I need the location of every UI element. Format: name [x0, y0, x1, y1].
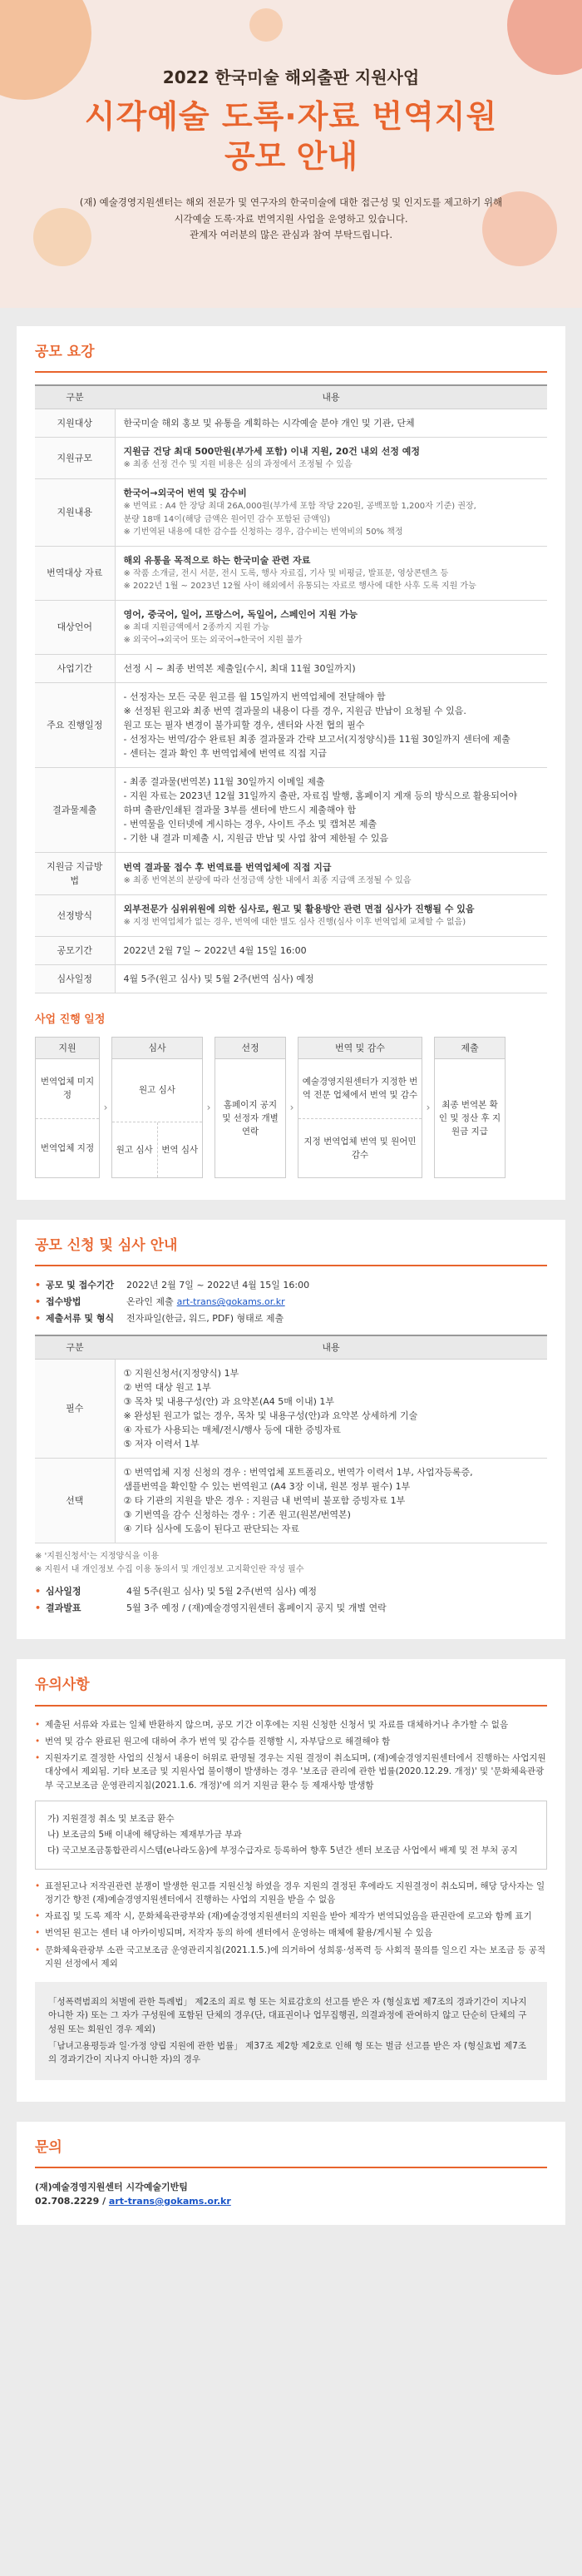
info-key: • 결과발표	[35, 1601, 126, 1615]
row-line: ③ 기번역을 감수 신청하는 경우 : 기존 원고(원본/번역본)	[123, 1508, 351, 1520]
row-content	[115, 546, 547, 600]
legal-clause: 「성폭력범죄의 처벌에 관한 특례법」 제2조의 죄로 형 또는 치료감호의 선고를 받은 자 (형실효법 제7조의 경과기간이 지나지 아니한 자) 또는 그 자가 구성원에 포함된 단체의 경우(단, 대표권이나 업무집행권, 의결과정에 관여하지 않고 단순히 단체의 구성원 또는 회원인 경우 제외)	[48, 1997, 527, 2034]
section-title: 공모 요강	[35, 341, 547, 373]
apply-section	[17, 1220, 565, 1639]
row-line: ④ 자료가 사용되는 매체/전시/행사 등에 대한 증빙자료	[123, 1424, 341, 1435]
row-content	[115, 767, 547, 852]
row-content	[115, 964, 547, 993]
stage-header: 번역 및 감수	[298, 1038, 422, 1059]
note: ※ 지원서 내 개인정보 수집 이용 동의서 및 개인정보 고지확인란 작성 필수	[35, 1564, 304, 1574]
chevron-right-icon: ›	[206, 1101, 211, 1113]
stage-cell: 원고 심사	[139, 1085, 175, 1096]
info-value: 온라인 제출	[126, 1296, 174, 1308]
row-label: 선정방식	[35, 895, 115, 937]
row-label: 대상언어	[35, 600, 115, 654]
hero-subtitle: 2022 한국미술 해외출판 지원사업	[162, 67, 420, 87]
table-row	[35, 1458, 547, 1543]
documents-table-body	[35, 1359, 547, 1543]
info-key: • 접수방법	[35, 1295, 126, 1309]
stage-cell: 지정 번역업체 번역 및 원어민 감수	[298, 1118, 422, 1177]
stage-header: 제출	[435, 1038, 505, 1059]
stage-cell: 번역업체 지정	[36, 1118, 99, 1177]
flow-title: 사업 진행 일정	[35, 1013, 106, 1026]
summary-table	[35, 384, 547, 993]
table-header: 구분	[35, 1335, 115, 1360]
row-line: 한국어→외국어 번역 및 감수비	[123, 487, 247, 498]
list-item: • 표절된고나 저작권관련 분쟁이 발생한 원고를 지원신청 하였을 경우 지원의 결정된 후에라도 지원결정이 취소되며, 해당 당사자는 일정기간 향전 (재)예술경영지원센터에서 진행하는 사업의 지원을 받을 수 없음	[35, 1880, 547, 1907]
stage-cell: 홈페이지 공지 및 선정자 개별 연락	[222, 1099, 279, 1137]
row-label: 주요 진행일정	[35, 682, 115, 767]
process-flow	[35, 1037, 547, 1178]
row-line: ③ 목차 및 내용구성(안) 과 요약본(A4 5매 이내) 1부	[123, 1395, 335, 1407]
row-note: 분량 18매 14이(해당 금액은 원어민 감수 포함된 금액임)	[123, 514, 331, 524]
stage-header: 지원	[36, 1038, 99, 1059]
email-link[interactable]: art-trans@gokams.or.kr	[176, 1296, 285, 1308]
sanction-item: 나) 보조금의 5배 이내에 해당하는 제재부가금 부과	[47, 1830, 242, 1840]
chevron-right-icon: ›	[103, 1101, 108, 1113]
row-label: 심사일정	[35, 964, 115, 993]
table-row	[35, 409, 547, 438]
intro-line: 관계자 여러분의 많은 관심과 참여 부탁드립니다.	[189, 229, 393, 241]
intro-line: (재) 예술경영지원센터는 해외 전문가 및 연구자의 한국미술에 대한 접근성 및 인지도를 제고하기 위해	[79, 196, 503, 208]
table-row	[35, 682, 547, 767]
stage-review	[111, 1037, 203, 1178]
row-content	[115, 853, 547, 895]
stage-cell: 최종 번역본 확인 및 정산 후 지원금 지급	[438, 1099, 501, 1137]
row-line: ② 타 기관의 지원을 받은 경우 : 지원금 내 번역비 불포함 증빙자료 1부	[123, 1494, 406, 1506]
row-line: - 센터는 결과 확인 후 번역업체에 번역료 직접 지급	[123, 747, 327, 759]
table-row	[35, 438, 547, 479]
row-line: ① 번역업체 지정 신청의 경우 : 번역업체 포트폴리오, 번역가 이력서 1부, 사업자등록증,	[123, 1466, 473, 1478]
row-note: ※ 기번역된 내용에 대한 감수를 신청하는 경우, 감수비는 번역비의 50% 책정	[123, 528, 403, 537]
note: ※ '지원신청서'는 지정양식을 이용	[35, 1552, 159, 1562]
row-content	[115, 1458, 547, 1543]
info-key: • 제출서류 및 형식	[35, 1311, 126, 1325]
row-content	[115, 600, 547, 654]
contact-section	[17, 2122, 565, 2225]
cautions-section	[17, 1659, 565, 2101]
row-line: 한국미술 해외 홍보 및 유통을 계획하는 시각예술 분야 개인 및 기관, 단체	[123, 418, 415, 429]
row-content	[115, 682, 547, 767]
contact-email-link[interactable]: art-trans@gokams.or.kr	[108, 2195, 231, 2207]
table-header: 내용	[115, 385, 547, 409]
summary-section	[17, 326, 565, 1200]
table-row	[35, 600, 547, 654]
contact-phone: 02.708.2229 /	[35, 2195, 109, 2207]
list-item: • 지원자기로 결정한 사업의 신청서 내용이 허위로 판명될 경우는 지원 결정이 취소되며, (재)예술경영지원센터에서 진행하는 사업지원 대상에서 제외됨. 기타 보조금 및 지원사업 불이행이 발생하는 경우 '보조금 관리에 관한 법률(2020.12.29. 개정)' 및 '문화체육관광부 국고보조금 운영관리지침(2021.1.6. 개정)'에 의거 지원금 환수 등 제재사항 발생함	[35, 1751, 547, 1792]
row-content	[115, 409, 547, 438]
row-line: ※ 완성된 원고가 없는 경우, 목차 및 내용구성(안)과 요약본 상세하게 기술	[123, 1409, 418, 1421]
table-header: 구분	[35, 385, 115, 409]
contact-org: (재)예술경영지원센터 시각예술기반팀	[35, 2181, 188, 2192]
stage-cell: 예술경영지원센터가 지정한 번역 전문 업체에서 번역 및 감수	[302, 1077, 418, 1101]
table-row	[35, 1359, 547, 1458]
cautions-list	[35, 1718, 547, 1792]
hero-banner	[0, 0, 582, 308]
row-content	[115, 478, 547, 546]
chevron-right-icon: ›	[289, 1101, 294, 1113]
row-content	[115, 1359, 547, 1458]
documents-notes	[35, 1550, 547, 1576]
info-key: • 공모 및 접수기간	[35, 1278, 126, 1292]
hero-title-2: 공모 안내	[224, 137, 358, 175]
table-row	[35, 478, 547, 546]
table-row	[35, 895, 547, 937]
table-row	[35, 546, 547, 600]
table-row	[35, 964, 547, 993]
row-content	[115, 936, 547, 964]
intro-line: 시각예술 도록·자료 번역지원 사업을 운영하고 있습니다.	[174, 212, 408, 225]
stage-support	[35, 1037, 100, 1178]
row-line: - 선정자는 모든 국문 원고를 월 15일까지 번역업체에 전달해야 함	[123, 691, 386, 702]
row-content	[115, 654, 547, 682]
row-note: ※ 외국어→외국어 또는 외국어→한국어 지원 불가	[123, 636, 303, 646]
row-line: - 번역물을 인터넷에 게시하는 경우, 사이트 주소 및 캡쳐본 제출	[123, 819, 377, 830]
stage-header: 선정	[215, 1038, 285, 1059]
row-line: ※ 선정된 원고와 최종 번역 결과물의 내용이 다를 경우, 지원금 반납이 요청될 수 있음.	[123, 705, 466, 716]
stage-cell: 원고 심사	[116, 1144, 153, 1155]
row-line: 외부전문가 심위위원에 의한 심사로, 원고 및 활용방안 관련 면접 심사가 진행될 수 있음	[123, 904, 475, 915]
row-note: ※ 지정 번역업체가 없는 경우, 번역에 대한 별도 심사 진행(심사 이후 번역업체 교체할 수 없음)	[123, 918, 466, 928]
row-line: 샘플번역을 확인할 수 있는 번역원고 (A4 3장 이내, 원본 정부 필수) 1부	[123, 1480, 411, 1492]
row-note: ※ 최종 선정 건수 및 지원 비용은 심의 과정에서 조정될 수 있음	[123, 460, 353, 470]
stage-submit	[434, 1037, 506, 1178]
row-line: - 기한 내 결과 미제출 시, 지원금 반납 및 사업 참여 제한될 수 있음	[123, 833, 389, 845]
apply-info	[35, 1278, 547, 1325]
sanction-item: 가) 지원결정 취소 및 보조금 환수	[47, 1813, 175, 1824]
info-value: 4월 5주(원고 심사) 및 5월 2주(번역 심사) 예정	[126, 1586, 318, 1598]
row-line: 번역 결과물 접수 후 번역료를 번역업체에 직접 지급	[123, 861, 332, 873]
row-content	[115, 895, 547, 937]
row-line: 지원금 건당 최대 500만원(부가세 포함) 이내 지원, 20건 내외 선정 예정	[123, 446, 420, 458]
stage-header: 심사	[112, 1038, 202, 1059]
result-info	[35, 1584, 547, 1615]
row-line: 원고 또는 필자 변경이 불가피할 경우, 센터와 사전 협의 필수	[123, 719, 365, 731]
row-label: 사업기간	[35, 654, 115, 682]
row-line: 선정 시 ~ 최종 번역본 제출일(수시, 최대 11월 30일까지)	[123, 662, 356, 674]
row-note: ※ 최대 지원금액에서 2종까지 지원 가능	[123, 622, 270, 632]
chevron-right-icon: ›	[426, 1101, 431, 1113]
row-label: 필수	[35, 1359, 115, 1458]
table-row	[35, 767, 547, 852]
row-line: ② 번역 대상 원고 1부	[123, 1381, 211, 1393]
row-label: 번역대상 자료	[35, 546, 115, 600]
list-item: • 자료집 및 도록 제작 시, 문화체육관광부와 (재)예술경영지원센터의 지원을 받아 제작가 번역되었음을 판권란에 로고와 함께 표기	[35, 1910, 547, 1923]
section-title: 공모 신청 및 심사 안내	[35, 1235, 547, 1266]
list-item: • 번역된 원고는 센터 내 아카이빙되며, 저작자 동의 하에 센터에서 운영하는 매체에 활용/게시될 수 있음	[35, 1926, 547, 1939]
sanctions-box	[35, 1801, 547, 1870]
hero-intro	[0, 195, 582, 244]
summary-table-body	[35, 409, 547, 993]
info-key: • 심사일정	[35, 1584, 126, 1598]
row-line: 4월 5주(원고 심사) 및 5월 2주(번역 심사) 예정	[123, 973, 314, 984]
list-item: • 문화체육관광부 소관 국고보조금 운영관리지침(2021.1.5.)에 의거하여 성희롱·성폭력 등 사회적 물의를 일으킨 자는 보조금 등 공적 지원 선정에서 제외	[35, 1944, 547, 1971]
info-value: 5월 3주 예정 / (재)예술경영지원센터 홈페이지 공지 및 개별 연락	[126, 1603, 387, 1614]
row-line: - 선정자는 번역/감수 완료된 최종 결과물과 간략 보고서(지정양식)를 11월 30일까지 센터에 제출	[123, 733, 510, 745]
table-header: 내용	[115, 1335, 547, 1360]
stage-translate	[298, 1037, 422, 1178]
row-label: 지원대상	[35, 409, 115, 438]
row-label: 결과물제출	[35, 767, 115, 852]
row-line: 영어, 중국어, 일어, 프랑스어, 독일어, 스페인어 지원 가능	[123, 608, 358, 620]
row-line: 2022년 2월 7일 ~ 2022년 4월 15일 16:00	[123, 944, 307, 956]
row-label: 지원규모	[35, 438, 115, 479]
legal-clause: 「남녀고용평등과 일·가정 양립 지원에 관한 법률」 제37조 제2항 제2호로 인해 형 또는 벌금 선고를 받은 자 (형실효법 제7조의 경과기간이 지나지 아니한 자)의 경우	[48, 2041, 527, 2065]
row-line: ⑤ 저자 이력서 1부	[123, 1438, 200, 1449]
table-row	[35, 654, 547, 682]
info-value: 2022년 2월 7일 ~ 2022년 4월 15일 16:00	[126, 1280, 310, 1291]
stage-cell: 번역업체 미지정	[40, 1077, 95, 1101]
list-item: • 제출된 서류와 자료는 일체 반환하지 않으며, 공모 기간 이후에는 지원 신청한 신청서 및 자료를 대체하거나 추가할 수 없음	[35, 1718, 547, 1731]
row-label: 선택	[35, 1458, 115, 1543]
info-value: 전자파일(한글, 워드, PDF) 형태로 제출	[126, 1313, 284, 1325]
table-row	[35, 853, 547, 895]
contact-line	[35, 2194, 547, 2208]
sanction-item: 다) 국고보조금통합관리시스템(e나라도움)에 부정수급자로 등록하여 향후 5년간 센터 보조금 사업에서 배제 및 전 부처 공지	[47, 1845, 518, 1856]
row-line: 해외 유통을 목적으로 하는 한국미술 관련 자료	[123, 554, 311, 566]
row-line: - 최종 결과물(번역본) 11월 30일까지 이메일 제출	[123, 775, 325, 787]
legal-quote-box	[35, 1982, 547, 2079]
stage-select	[215, 1037, 286, 1178]
table-row	[35, 936, 547, 964]
row-content	[115, 438, 547, 479]
row-note: ※ 번역료 : A4 한 장당 최대 26A,000원(부가세 포함 작당 220원, 공백포함 1,200자 기준) 권장,	[123, 502, 476, 512]
hero-title: 시각예술 도록·자료 번역지원	[84, 98, 498, 135]
row-label: 지원내용	[35, 478, 115, 546]
section-title: 문의	[35, 2137, 547, 2168]
row-line: ① 지원신청서(지정양식) 1부	[123, 1367, 239, 1379]
row-note: ※ 2022년 1월 ~ 2023년 12월 사이 해외에서 유통되는 자료로 행사에 대한 사후 도록 지원 가능	[123, 582, 476, 592]
row-line: 하며 출판/인쇄된 결과물 3부를 센터에 반드시 제출해야 함	[123, 805, 357, 815]
row-note: ※ 작품 소개글, 전시 서문, 전시 도록, 행사 자료집, 기사 및 비평글, 발표문, 영상콘텐츠 등	[123, 568, 449, 578]
stage-cell: 번역 심사	[157, 1122, 203, 1177]
documents-table	[35, 1335, 547, 1544]
row-label: 공모기간	[35, 936, 115, 964]
cautions-list-2	[35, 1880, 547, 1971]
row-label: 지원금 지급방법	[35, 853, 115, 895]
section-title: 유의사항	[35, 1674, 547, 1706]
list-item: • 번역 및 감수 완료된 원고에 대하여 추가 번역 및 감수를 진행할 시, 자부담으로 해결해야 함	[35, 1735, 547, 1748]
row-note: ※ 최종 번역본의 분량에 따라 선정금액 상한 내에서 최종 지급액 조정될 수 있음	[123, 875, 412, 885]
row-line: - 지원 자료는 2023년 12월 31일까지 출판, 자료집 발행, 홈페이지 게재 등의 방식으로 활용되어야	[123, 790, 518, 801]
row-line: ④ 기타 심사에 도움이 된다고 판단되는 자료	[123, 1523, 299, 1535]
